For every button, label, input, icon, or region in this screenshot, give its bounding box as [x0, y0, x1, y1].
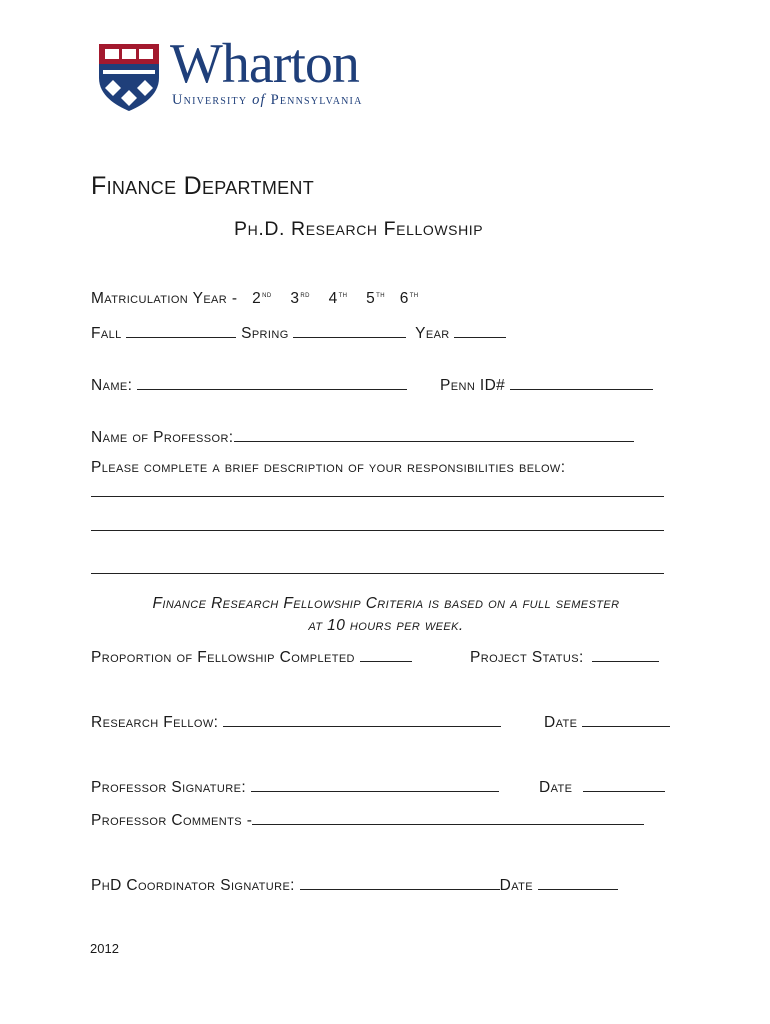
criteria-line-1: Finance Research Fellowship Criteria is based on a full semester — [152, 595, 620, 612]
wharton-shield-logo — [97, 42, 161, 112]
research-fellow-label: Research Fellow: — [91, 714, 219, 731]
spring-label: Spring — [241, 325, 289, 342]
fall-label: Fall — [91, 325, 122, 342]
page-subtitle: Ph.D. Research Fellowship — [234, 218, 484, 240]
name-row — [91, 375, 407, 395]
year-option-3rd[interactable]: 3rd — [290, 289, 310, 308]
coordinator-signature-label: PhD Coordinator Signature: — [91, 877, 295, 894]
criteria-note — [91, 593, 681, 637]
project-status-field[interactable] — [592, 647, 659, 662]
proportion-row — [91, 647, 412, 667]
proportion-field[interactable] — [360, 647, 412, 662]
date-label: Date — [499, 877, 533, 894]
proportion-label: Proportion of Fellowship Completed — [91, 649, 355, 666]
professor-date-field[interactable] — [583, 777, 665, 792]
professor-comments-field[interactable] — [252, 810, 644, 825]
penn-id-label: Penn ID# — [440, 377, 506, 394]
term-row — [91, 323, 506, 343]
professor-name-row — [91, 427, 634, 447]
name-field[interactable] — [137, 375, 407, 390]
year-label: Year — [415, 325, 450, 342]
criteria-line-2: at 10 hours per week. — [308, 617, 464, 634]
university-of: of — [252, 92, 266, 108]
responsibilities-line-1[interactable] — [91, 496, 664, 497]
year-field[interactable] — [454, 323, 506, 338]
university-suffix: Pennsylvania — [270, 92, 363, 108]
year-option-2nd[interactable]: 2nd — [252, 289, 272, 308]
date-label: Date — [539, 779, 573, 796]
professor-comments-label: Professor Comments - — [91, 812, 253, 829]
page-title: Finance Department — [91, 172, 315, 200]
professor-signature-row — [91, 777, 499, 797]
matriculation-year-row — [91, 289, 419, 308]
date-label: Date — [544, 714, 578, 731]
penn-id-field[interactable] — [510, 375, 653, 390]
footer-year: 2012 — [90, 941, 119, 956]
responsibilities-label: Please complete a brief description of your responsibilities below: — [91, 459, 566, 476]
professor-signature-label: Professor Signature: — [91, 779, 247, 796]
year-option-5th[interactable]: 5th — [366, 289, 385, 308]
matriculation-year-label: Matriculation Year - — [91, 290, 238, 308]
project-status-label: Project Status: — [470, 649, 584, 666]
research-fellow-date-field[interactable] — [582, 712, 670, 727]
spring-field[interactable] — [293, 323, 406, 338]
professor-name-field[interactable] — [234, 427, 634, 442]
coordinator-signature-row — [91, 875, 618, 895]
research-fellow-signature-field[interactable] — [223, 712, 501, 727]
professor-comments-row — [91, 810, 644, 830]
fall-field[interactable] — [126, 323, 236, 338]
research-fellow-date-row — [544, 712, 670, 732]
university-prefix: University — [172, 92, 248, 108]
penn-id-row — [440, 375, 653, 395]
year-option-4th[interactable]: 4th — [328, 289, 348, 308]
year-option-6th[interactable]: 6th — [399, 289, 419, 308]
university-of-pennsylvania-wordmark — [172, 92, 363, 109]
responsibilities-line-2[interactable] — [91, 530, 664, 531]
wharton-wordmark: Wharton — [170, 33, 359, 95]
coordinator-signature-field[interactable] — [300, 875, 500, 890]
coordinator-date-field[interactable] — [538, 875, 618, 890]
professor-signature-field[interactable] — [251, 777, 499, 792]
project-status-row — [470, 647, 659, 667]
research-fellow-row — [91, 712, 501, 732]
name-label: Name: — [91, 377, 133, 394]
responsibilities-line-3[interactable] — [91, 573, 664, 574]
professor-name-label: Name of Professor: — [91, 429, 234, 446]
professor-date-row — [539, 777, 665, 797]
